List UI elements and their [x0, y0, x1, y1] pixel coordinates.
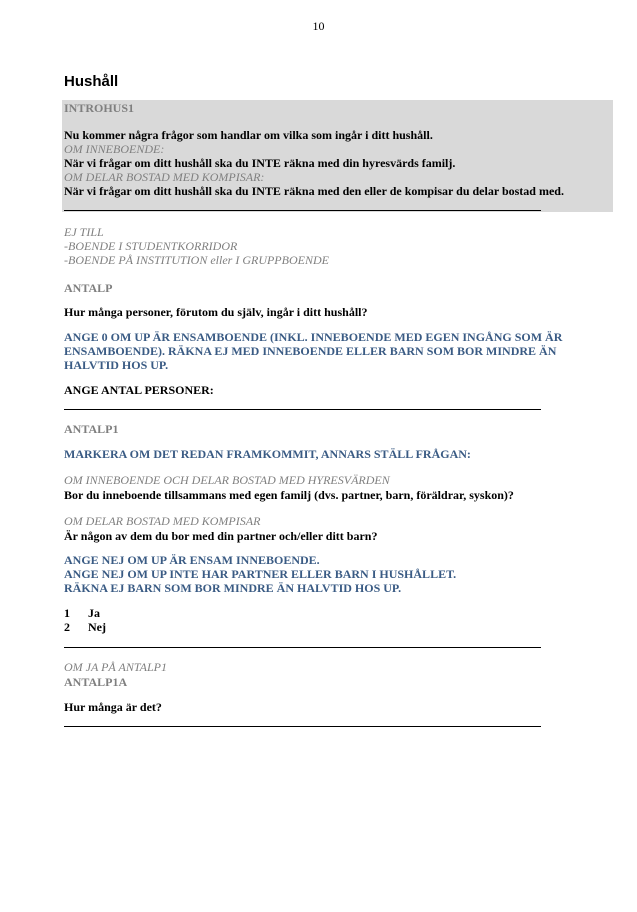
antalp-question: Hur många personer, förutom du själv, ingår i ditt hushåll? [64, 305, 368, 319]
section-title: Hushåll [64, 73, 119, 90]
antalp1-condition-1: OM INNEBOENDE OCH DELAR BOSTAD MED HYRESVÄRDEN [64, 473, 390, 487]
divider [64, 210, 541, 211]
divider [64, 726, 541, 727]
antalp-code: ANTALP [64, 281, 113, 295]
antalp-instruction: HALVTID HOS UP. [64, 358, 169, 372]
option-number: 2 [64, 620, 70, 634]
option-number: 1 [64, 606, 70, 620]
option-label-nej: Nej [88, 620, 106, 634]
antalp-instruction: ENSAMBOENDE). RÄKNA EJ MED INNEBOENDE ELLER BARN SOM BOR MINDRE ÄN [64, 344, 557, 358]
antalp1-code: ANTALP1 [64, 422, 119, 436]
antalp1a-code: ANTALP1A [64, 675, 128, 689]
antalp1a-question: Hur många är det? [64, 700, 162, 714]
introhus1-code: INTROHUS1 [64, 101, 135, 115]
antalp-prompt: ANGE ANTAL PERSONER: [64, 383, 214, 397]
introhus1-question: Nu kommer några frågor som handlar om vilka som ingår i ditt hushåll. [64, 128, 433, 142]
antalp1-question-1: Bor du inneboende tillsammans med egen familj (dvs. partner, barn, föräldrar, syskon)? [64, 488, 514, 502]
antalp1-question-2: Är någon av dem du bor med din partner och/eller ditt barn? [64, 529, 378, 543]
antalp1-condition-2: OM DELAR BOSTAD MED KOMPISAR [64, 514, 261, 528]
introhus1-text-1: När vi frågar om ditt hushåll ska du INTE räkna med din hyresvärds familj. [64, 156, 456, 170]
antalp1-instruction: MARKERA OM DET REDAN FRAMKOMMIT, ANNARS STÄLL FRÅGAN: [64, 447, 471, 461]
antalp1-instruction: ANGE NEJ OM UP INTE HAR PARTNER ELLER BARN I HUSHÅLLET. [64, 567, 457, 581]
antalp1-instruction: ANGE NEJ OM UP ÄR ENSAM INNEBOENDE. [64, 553, 320, 567]
exclusion-item: -BOENDE PÅ INSTITUTION eller I GRUPPBOENDE [64, 253, 329, 267]
antalp-instruction: ANGE 0 OM UP ÄR ENSAMBOENDE (INKL. INNEBOENDE MED EGEN INGÅNG SOM ÄR [64, 330, 563, 344]
antalp1a-condition: OM JA PÅ ANTALP1 [64, 660, 167, 674]
exclusion-item: -BOENDE I STUDENTKORRIDOR [64, 239, 238, 253]
exclusion-heading: EJ TILL [64, 225, 104, 239]
divider [64, 647, 541, 648]
option-label-ja: Ja [88, 606, 100, 620]
page-number: 10 [312, 19, 325, 33]
introhus1-text-2: När vi frågar om ditt hushåll ska du INTE räkna med den eller de kompisar du delar bostad med. [64, 184, 564, 198]
antalp1-instruction: RÄKNA EJ BARN SOM BOR MINDRE ÄN HALVTID HOS UP. [64, 581, 402, 595]
introhus1-condition-2: OM DELAR BOSTAD MED KOMPISAR: [64, 170, 265, 184]
divider [64, 409, 541, 410]
introhus1-condition-1: OM INNEBOENDE: [64, 142, 165, 156]
